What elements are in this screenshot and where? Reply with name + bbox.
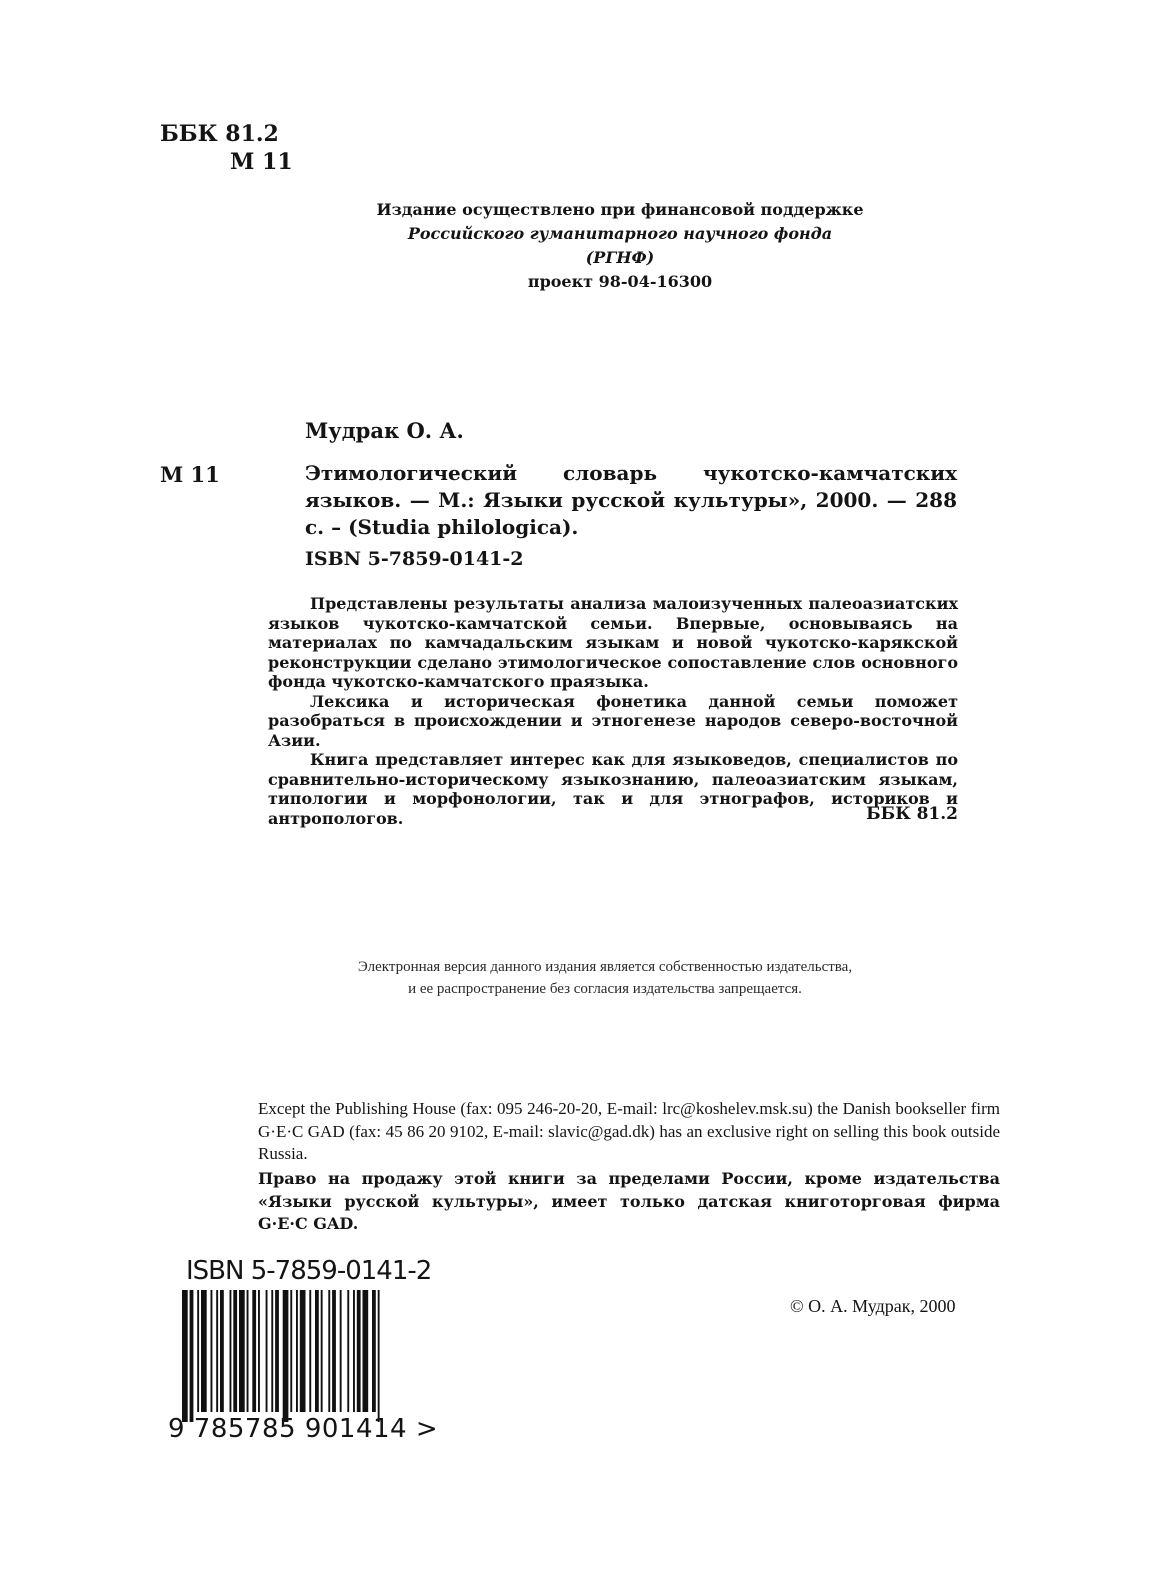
catalog-author: Мудрак О. А. bbox=[305, 418, 464, 443]
bbk-code: ББК 81.2 bbox=[160, 121, 279, 147]
barcode-bar bbox=[315, 1290, 319, 1412]
barcode-bar bbox=[372, 1290, 376, 1412]
barcode-bar bbox=[252, 1290, 256, 1412]
barcode-bar bbox=[283, 1290, 289, 1422]
funding-line-2: Российского гуманитарного научного фонда bbox=[407, 224, 833, 243]
barcode-bar bbox=[353, 1290, 355, 1412]
barcode-bar bbox=[190, 1290, 194, 1422]
abstract-bbk: ББК 81.2 bbox=[866, 804, 958, 824]
catalog-isbn: ISBN 5-7859-0141-2 bbox=[305, 548, 524, 570]
barcode-isbn: ISBN 5-7859-0141-2 bbox=[186, 1256, 432, 1286]
barcode-digits: 9 785785 901414 > bbox=[168, 1414, 439, 1444]
abstract bbox=[268, 594, 958, 828]
barcode-bar bbox=[275, 1290, 279, 1412]
barcode-bar bbox=[309, 1290, 311, 1412]
barcode-bar bbox=[321, 1290, 323, 1412]
barcode-bar bbox=[328, 1290, 330, 1412]
barcode-bar bbox=[300, 1290, 306, 1412]
barcode-bar bbox=[266, 1290, 268, 1412]
barcode-bar bbox=[347, 1290, 349, 1412]
barcode-bar bbox=[233, 1290, 237, 1412]
barcode-bar bbox=[211, 1290, 213, 1412]
funding-note bbox=[300, 198, 940, 294]
barcode-bar bbox=[332, 1290, 336, 1412]
funding-line-1: Издание осуществлено при финансовой поддержке bbox=[376, 200, 864, 219]
barcode-bar bbox=[239, 1290, 245, 1412]
bbk-header bbox=[160, 120, 293, 176]
notice-line-2: и ее распространение без согласия издательства запрещается. bbox=[408, 981, 802, 997]
barcode-bar bbox=[357, 1290, 361, 1412]
barcode-bar bbox=[271, 1290, 273, 1412]
abstract-paragraph: Лексика и историческая фонетика данной семьи поможет разобраться в происхождении и этногенезе народов северо-восточной Азии. bbox=[268, 691, 958, 750]
abstract-paragraph: Представлены результаты анализа малоизученных палеоазиатских языков чукотско-камчатской семьи. Впервые, основываясь на материалах по камчадальским языкам и новой чукотско-карякской реконструкции сделано этимологическое сопоставление слов основного фонда чукотско-камчатского праязыка. bbox=[268, 594, 958, 691]
abstract-paragraph: Книга представляет интерес как для языковедов, специалистов по сравнительно-историческому языкознанию, палеоазиатским языкам, типологии и морфонологии, так и для этнографов, историков и антропологов. bbox=[268, 750, 958, 828]
rights-russian-text: Право на продажу этой книги за пределами России, кроме издательства «Языки русской культуры», имеет только датская книготорговая фирма G·E·C GAD. bbox=[258, 1169, 1000, 1233]
funding-line-4: проект 98-04-16300 bbox=[527, 272, 713, 291]
copyright: © О. А. Мудрак, 2000 bbox=[790, 1296, 956, 1316]
barcode-bar bbox=[197, 1290, 199, 1412]
barcode-bar bbox=[363, 1290, 369, 1412]
barcode-bar bbox=[340, 1290, 342, 1412]
barcode-bar bbox=[216, 1290, 218, 1412]
barcode-bar bbox=[182, 1290, 188, 1422]
barcode-bar bbox=[230, 1290, 232, 1412]
barcode-bar bbox=[220, 1290, 224, 1412]
barcode-bar bbox=[378, 1290, 380, 1422]
catalog-description: Этимологический словарь чукотско-камчатских языков. — М.: Языки русской культуры», 2000. — 288 с. – (Studia philologica). bbox=[305, 461, 957, 539]
electronic-version-notice bbox=[260, 956, 950, 1000]
barcode-bar bbox=[290, 1290, 292, 1412]
barcode-bar bbox=[296, 1290, 298, 1412]
barcode-bar bbox=[201, 1290, 207, 1412]
rights-russian bbox=[258, 1168, 1000, 1236]
rights-english: Except the Publishing House (fax: 095 246-20-20, E-mail: lrc@koshelev.msk.su) the Danish bookseller firm G·E·C GAD (fax: 45 86 20 9102, E-mail: slavic@gad.dk) has an exclusive right on selling this book outside Russia. bbox=[258, 1099, 1000, 1163]
author-mark: М 11 bbox=[230, 149, 293, 175]
funding-line-3: (РГНФ) bbox=[585, 248, 655, 267]
notice-line-1: Электронная версия данного издания является собственностью издательства, bbox=[357, 959, 853, 975]
catalog-code: М 11 bbox=[160, 462, 220, 487]
barcode-bar bbox=[258, 1290, 260, 1412]
barcode-bar bbox=[247, 1290, 249, 1412]
